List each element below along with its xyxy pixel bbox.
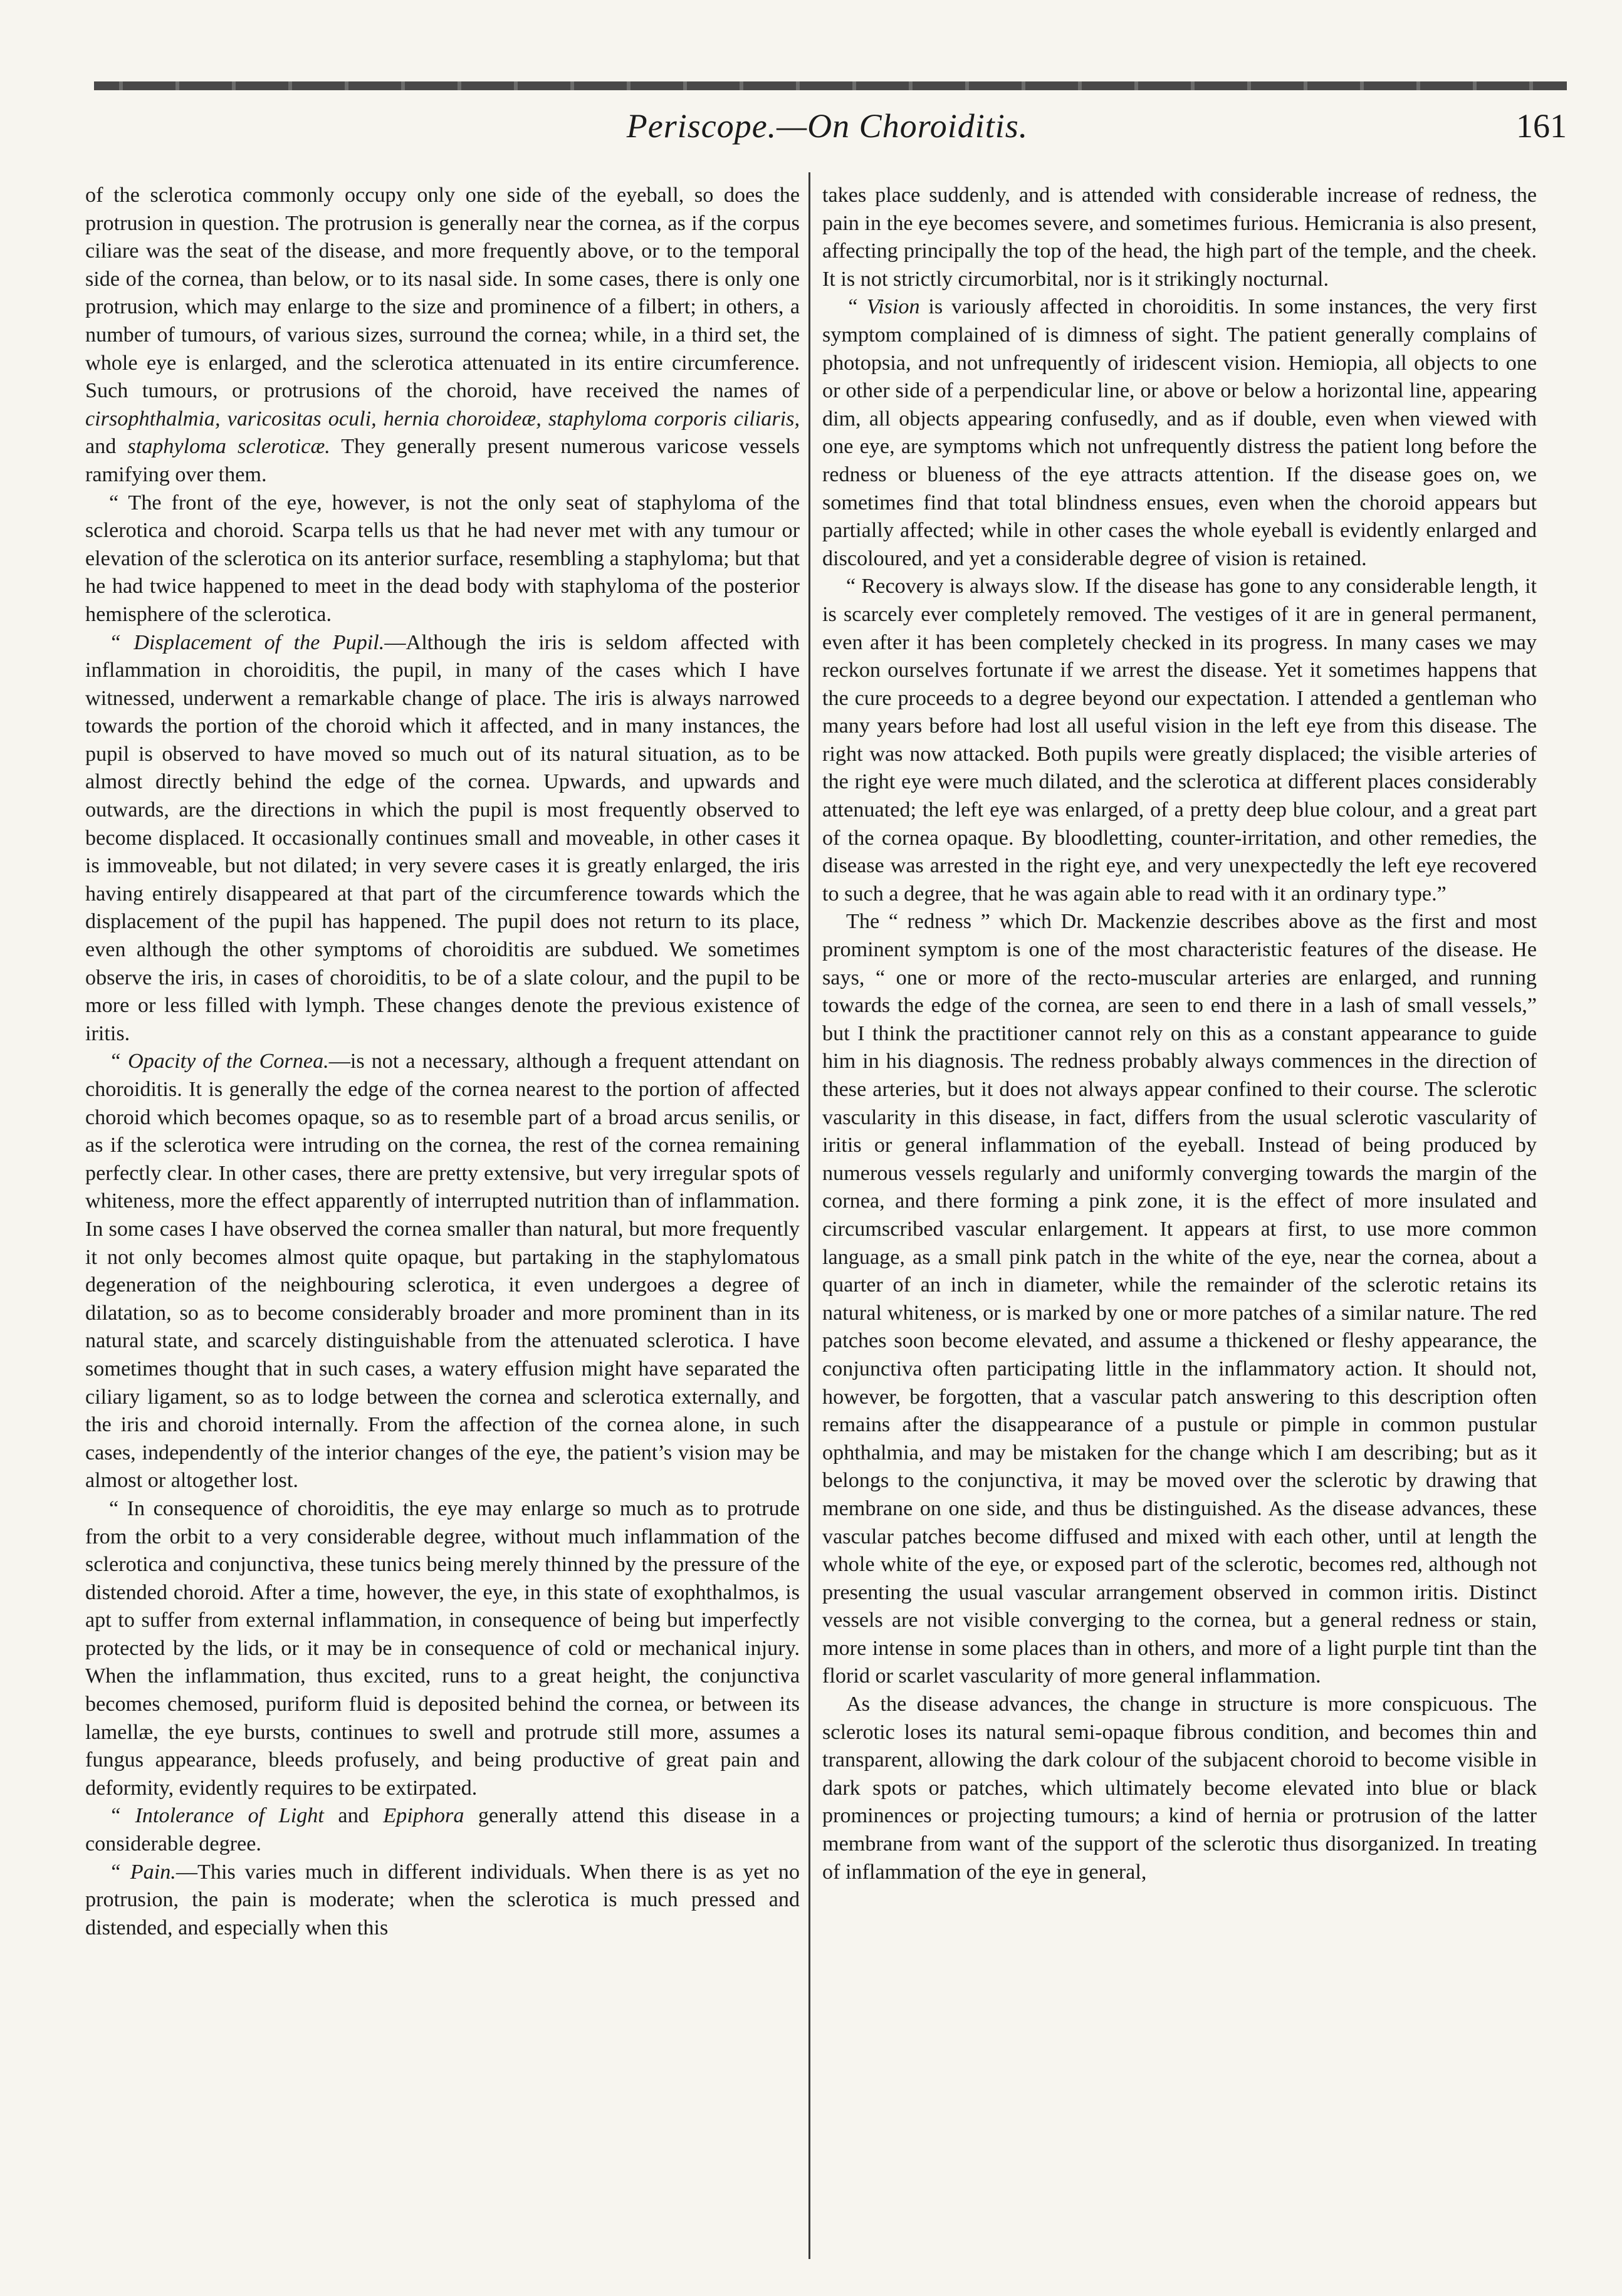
section-runin-heading: “ Intolerance of Light xyxy=(109,1804,324,1828)
paragraph: The “ redness ” which Dr. Mackenzie describes above as the first and most prominent symptom is one of the most characteristic features of the disease. He says, “ one or more of the recto-muscular arteries are enlarged, and running towards the edge of the cornea, are seen to end there in a lash of small vessels,” but I think the practitioner cannot rely on this as a constant appearance to guide him in his diagnosis. The redness probably always commences in the direction of these arteries, but it does not always appear confined to their course. The sclerotic vascularity in this disease, in fact, differs from the usual sclerotic vascularity of iritis or general inflammation of the eyeball. Instead of being produced by numerous vessels regularly and uniformly converging towards the margin of the cornea, and there forming a pink zone, it is the effect of more insulated and circumscribed vascular enlargement. It appears at first, to use more common language, as a small pink patch in the white of the eye, near the cornea, about a quarter of an inch in diameter, while the remainder of the sclerotic retains its natural whiteness, or is marked by one or more patches of a similar nature. The red patches soon become elevated, and assume a thickened or fleshy appearance, the conjunctiva often participating little in the inflammatory action. It should not, however, be forgotten, that a vascular patch answering to this description often remains after the disappearance of a pustule or pimple in common pustular ophthalmia, and may be mistaken for the change which I am describing; but as it belongs to the conjunctiva, it may be moved over the sclerotic by drawing that membrane on one side, and thus be distinguished. As the disease advances, these vascular patches become diffused and mixed with each other, until at length the whole white of the eye, or exposed part of the sclerotic, becomes red, although not presenting the usual vascular arrangement observed in common iritis. Distinct vessels are not visible converging to the cornea, but a general redness or stain, more intense in some places than in others, and more of a light purple tint than the florid or scarlet vascularity of more general inflammation. xyxy=(822,910,1537,1688)
latin-term: staphyloma scleroticæ. xyxy=(127,435,330,459)
section-runin-heading: “ Pain. xyxy=(109,1860,176,1884)
latin-terms: cirsophthalmia, varicositas oculi, hernia choroideæ, staphyloma corporis ciliaris, xyxy=(85,407,800,430)
paragraph: “ In consequence of choroiditis, the eye may enlarge so much as to protrude from the orbit to a very considerable degree, without much inflammation of the sclerotica and conjunctiva, these tunics being merely thinned by the pressure of the distended choroid. After a time, however, the eye, in this state of exophthalmos, is apt to suffer from external inflammation, in consequence of being but imperfectly protected by the lids, or it may be in consequence of cold or mechanical injury. When the inflammation, thus excited, runs to a great height, the conjunctiva becomes chemosed, puriform fluid is deposited behind the cornea, or between its lamellæ, the eye bursts, continues to swell and protrude still more, assumes a fungus appearance, bleeds profusely, and being productive of great pain and deformity, evidently requires to be extirpated. xyxy=(85,1496,800,1800)
paragraph-text: —This varies much in different individuals. When there is as yet no protrusion, the pain is moderate; when the sclerotica is much pressed and distended, and especially when this xyxy=(85,1860,800,1939)
page-number: 161 xyxy=(1516,107,1567,145)
paragraph-text: is variously affected in choroiditis. In some instances, the very first symptom complained of is dimness of sight. The patient generally complains of photopsia, and not unfrequently of iridescent vision. Hemiopia, all objects to one or other side of a perpendicular line, or above or below a horizontal line, appearing dim, all objects appearing confusedly, and as if double, even when viewed with one eye, are symptoms which not unfrequently distress the patient long before the redness or blueness of the eye attracts attention. If the disease goes on, we sometimes find that total blindness ensues, even when the choroid appears but partially affected; while in other cases the whole eyeball is evidently enlarged and discoloured, and yet a considerable degree of vision is retained. xyxy=(822,295,1537,570)
paragraph xyxy=(85,629,800,1048)
paragraph: “ The front of the eye, however, is not the only seat of staphyloma of the sclerotica and choroid. Scarpa tells us that he had never met with any tumour or elevation of the sclerotica on its anterior surface, resembling a staphyloma; but that he had twice happened to meet in the dead body with staphyloma of the posterior hemisphere of the sclerotica. xyxy=(85,491,800,626)
paragraph: takes place suddenly, and is attended with considerable increase of redness, the pain in the eye becomes severe, and sometimes furious. Hemicrania is also present, affecting principally the top of the head, the high part of the temple, and the cheek. It is not strictly circumorbital, nor is it strikingly nocturnal. xyxy=(822,184,1537,291)
section-runin-heading: “ Opacity of the Cornea. xyxy=(109,1050,329,1073)
paragraph: As the disease advances, the change in structure is more conspicuous. The sclerotic loses its natural semi-opaque fibrous condition, and becomes thin and transparent, allowing the dark colour of the subjacent choroid to become visible in dark spots or patches, which ultimately become elevated into blue or black prominences or projecting tumours; a kind of hernia or protrusion of the latter membrane from want of the support of the sclerotic thus disorganized. In treating of inflammation of the eye in general, xyxy=(822,1693,1537,1884)
paragraph xyxy=(822,293,1537,573)
paragraph-text: —is not a necessary, although a frequent attendant on choroiditis. It is generally the edge of the cornea nearest to the portion of affected choroid which becomes opaque, so as to resemble part of a broad arcus senilis, or as if the sclerotica were intruding on the cornea, the rest of the cornea remaining perfectly clear. In other cases, there are pretty extensive, but very irregular spots of whiteness, more the effect apparently of interrupted nutrition than of inflammation. In some cases I have observed the cornea smaller than natural, but more frequently it not only becomes almost quite opaque, but partaking in the staphylomatous degeneration of the neighbouring sclerotica, it even undergoes a degree of dilatation, so as to become considerably broader and more prominent than in its natural state, and scarcely distinguishable from the attenuated sclerotica. I have sometimes thought that in such cases, a watery effusion might have separated the ciliary ligament, so as to lodge between the cornea and sclerotica externally, and the iris and choroid internally. From the affection of the cornea alone, in such cases, independently of the interior changes of the eye, the patient’s vision may be almost or altogether lost. xyxy=(85,1050,800,1493)
section-runin-heading: “ Displacement of the Pupil. xyxy=(109,630,385,654)
top-decorative-rule xyxy=(94,81,1567,90)
right-column xyxy=(822,182,1537,2262)
paragraph: “ Recovery is always slow. If the disease has gone to any considerable length, it is scarcely ever completely removed. The vestiges of it are in general permanent, even after it has been completely checked in its progress. In many cases we may reckon ourselves fortunate if we arrest the disease. Yet it sometimes happens that the cure proceeds to a degree beyond our expectation. I attended a gentleman who many years before had lost all useful vision in the left eye from this disease. The right was now attacked. Both pupils were greatly displaced; the visible arteries of the right eye were much dilated, and the sclerotica at different places considerably attenuated; the left eye was enlarged, of a pretty deep blue colour, and a great part of the cornea opaque. By bloodletting, counter-irritation, and other remedies, the disease was arrested in the right eye, and very unexpectedly the left eye recovered to such a degree, that he was again able to read with it an ordinary type.” xyxy=(822,575,1537,905)
section-runin-heading: Epiphora xyxy=(383,1804,464,1828)
paragraph xyxy=(85,1859,800,1943)
column-divider xyxy=(808,172,810,2259)
paragraph xyxy=(85,1802,800,1858)
paragraph-text: and xyxy=(338,1804,369,1828)
running-head: Periscope.—On Choroiditis. xyxy=(626,107,1028,145)
paragraph-text: They generally present numerous varicose vessels ramifying over them. xyxy=(85,435,800,486)
paragraph xyxy=(85,182,800,489)
paragraph-text: generally attend this disease in a considerable degree. xyxy=(85,1804,800,1856)
left-column xyxy=(85,182,800,2262)
paragraph-text: —Although the iris is seldom affected with inflammation in choroiditis, the pupil, in many of the cases which I have witnessed, underwent a remarkable change of place. The iris is always narrowed towards the portion of the choroid which it affected, and in many instances, the pupil is observed to have moved so much out of its natural situation, as to be almost directly behind the edge of the cornea. Upwards, and upwards and outwards, are the directions in which the pupil is most frequently observed to become displaced. It occasionally continues small and moveable, in other cases it is immoveable, but not dilated; in very severe cases it is greatly enlarged, the iris having entirely disappeared at that part of the circumference towards which the displacement of the pupil has happened. The pupil does not return to its place, even although the other symptoms of choroiditis are subdued. We sometimes observe the iris, in cases of choroiditis, to be of a slate colour, and the pupil to be more or less filled with lymph. These changes denote the previous existence of iritis. xyxy=(85,630,800,1045)
paragraph xyxy=(85,1048,800,1495)
paragraph-text: and xyxy=(85,435,117,459)
paragraph-text: of the sclerotica commonly occupy only one side of the eyeball, so does the protrusion in question. The protrusion is generally near the cornea, as if the corpus ciliare was the seat of the disease, and more frequently above, or to the temporal side of the cornea, than below, or to its nasal side. In some cases, there is only one protrusion, which may enlarge to the size and prominence of a filbert; in others, a number of tumours, of various sizes, surround the cornea; while, in a third set, the whole eye is enlarged, and the sclerotica attenuated in its entire circumference. Such tumours, or protrusions of the choroid, have received the names of xyxy=(85,184,800,403)
section-runin-heading: “ Vision xyxy=(846,295,920,319)
page-header xyxy=(88,107,1567,163)
